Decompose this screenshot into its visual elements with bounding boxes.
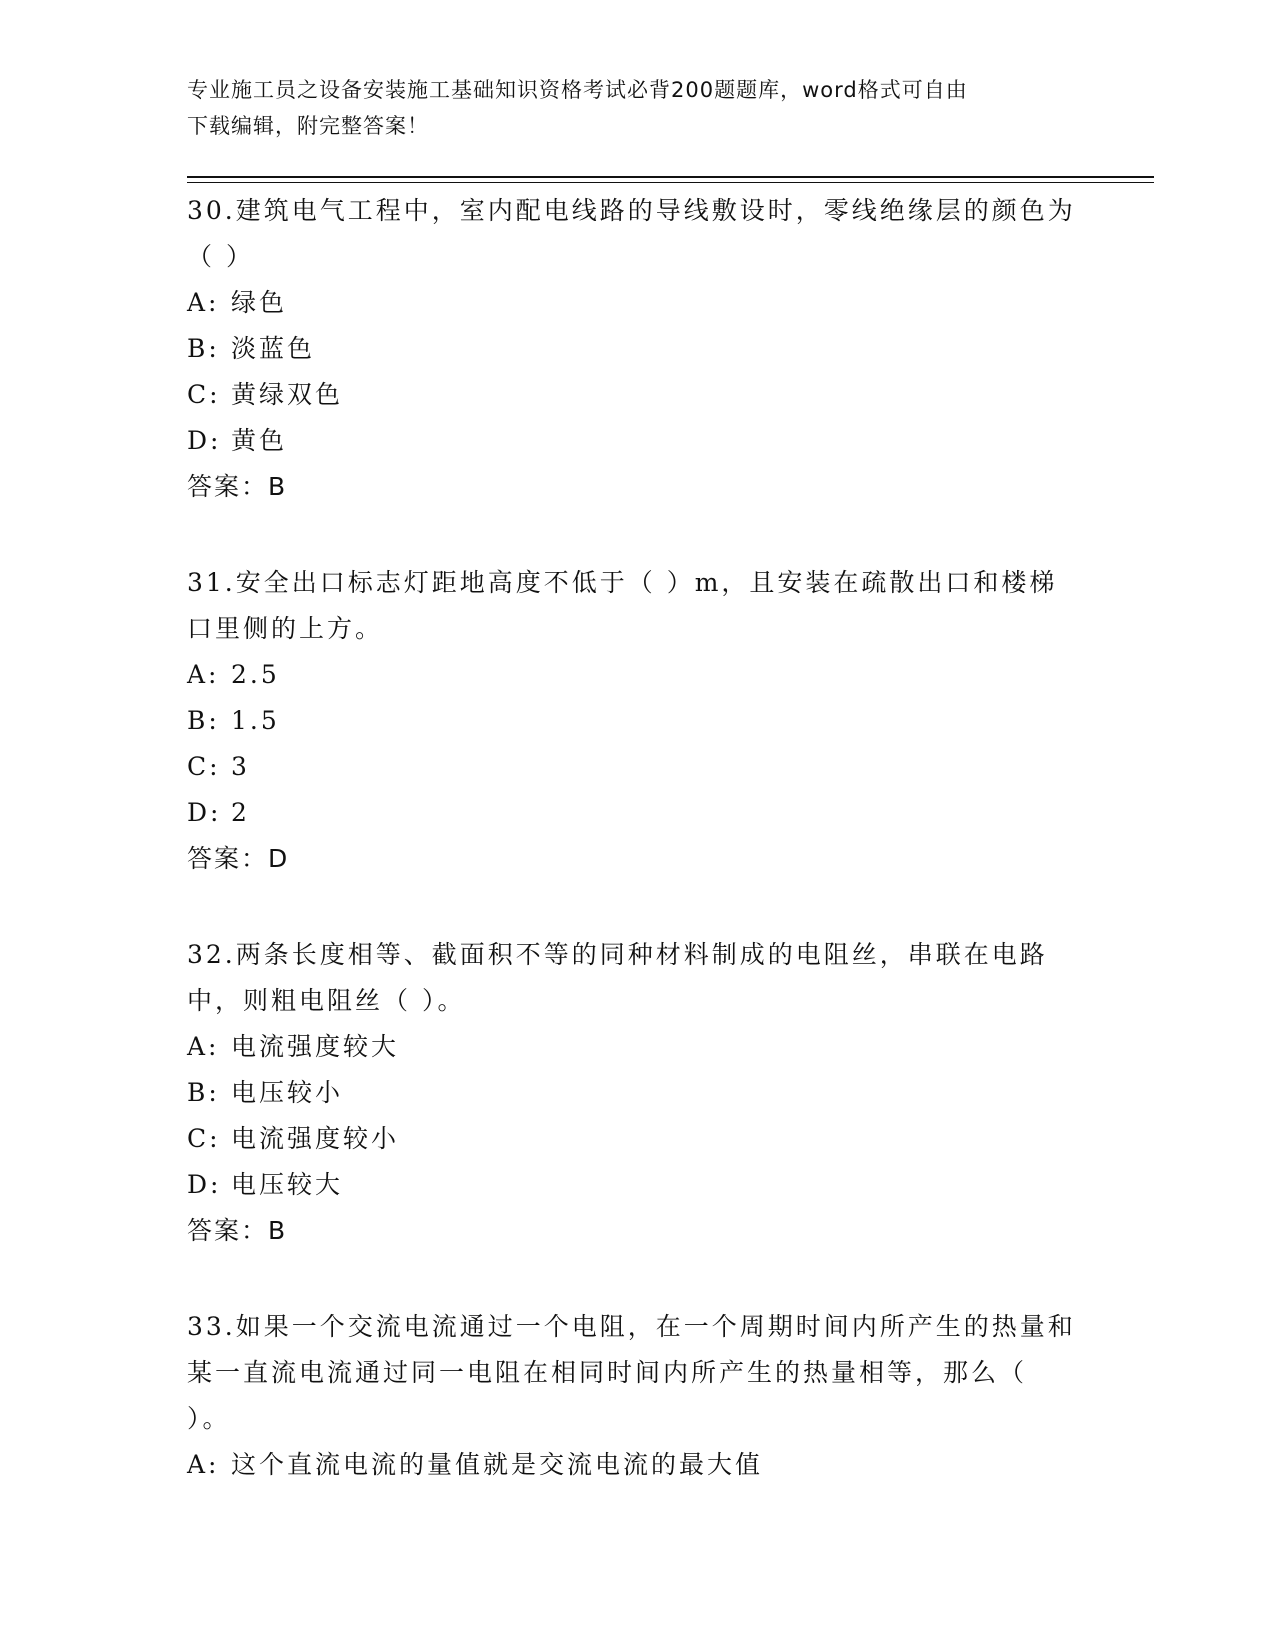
question-number: 32. <box>187 940 236 969</box>
option-c <box>187 1116 1077 1162</box>
option-text: 2.5 <box>231 660 280 689</box>
option-letter: D: <box>187 798 222 827</box>
question-33 <box>187 1304 1077 1488</box>
option-letter: B: <box>187 706 220 735</box>
option-letter: C: <box>187 752 221 781</box>
option-c <box>187 744 1077 790</box>
option-a <box>187 652 1077 698</box>
option-letter: C: <box>187 1124 221 1153</box>
option-letter: A: <box>187 288 220 317</box>
option-letter: A: <box>187 1032 220 1061</box>
option-c <box>187 372 1077 418</box>
question-list <box>187 188 1077 1538</box>
question-text: 安全出口标志灯距地高度不低于（ ）m，且安装在疏散出口和楼梯口里侧的上方。 <box>187 568 1058 643</box>
option-d <box>187 1162 1077 1208</box>
option-text: 电压较小 <box>231 1078 344 1107</box>
option-letter: D: <box>187 426 222 455</box>
question-32 <box>187 932 1077 1254</box>
question-31 <box>187 560 1077 882</box>
option-letter: A: <box>187 1450 220 1479</box>
option-b <box>187 1070 1077 1116</box>
option-letter: A: <box>187 660 220 689</box>
option-d <box>187 790 1077 836</box>
question-text: 建筑电气工程中，室内配电线路的导线敷设时，零线绝缘层的颜色为（ ） <box>187 196 1076 271</box>
question-stem <box>187 188 1077 280</box>
option-text: 1.5 <box>231 706 280 735</box>
header-line-2: 下载编辑，附完整答案！ <box>187 114 429 138</box>
option-a <box>187 1442 1077 1488</box>
question-text: 两条长度相等、截面积不等的同种材料制成的电阻丝，串联在电路中，则粗电阻丝（ ）。 <box>187 940 1048 1015</box>
answer-line: 答案：D <box>187 844 290 873</box>
option-b <box>187 326 1077 372</box>
option-letter: C: <box>187 380 221 409</box>
option-text: 淡蓝色 <box>231 334 316 363</box>
question-stem <box>187 932 1077 1024</box>
option-text: 电流强度较小 <box>231 1124 400 1153</box>
option-text: 电压较大 <box>231 1170 344 1199</box>
option-d <box>187 418 1077 464</box>
option-letter: B: <box>187 334 220 363</box>
question-30 <box>187 188 1077 510</box>
header-line-1: 专业施工员之设备安装施工基础知识资格考试必背200题题库，word格式可自由 <box>187 78 968 102</box>
option-letter: D: <box>187 1170 222 1199</box>
option-text: 这个直流电流的量值就是交流电流的最大值 <box>231 1450 764 1479</box>
question-number: 33. <box>187 1312 236 1341</box>
option-a <box>187 280 1077 326</box>
question-number: 31. <box>187 568 236 597</box>
option-text: 黄色 <box>231 426 288 455</box>
option-text: 电流强度较大 <box>231 1032 400 1061</box>
option-text: 绿色 <box>231 288 288 317</box>
option-text: 黄绿双色 <box>231 380 344 409</box>
header-divider-thick <box>187 176 1154 178</box>
question-stem <box>187 1304 1077 1442</box>
header-divider-thin <box>187 182 1154 183</box>
option-letter: B: <box>187 1078 220 1107</box>
document-header <box>187 72 1067 144</box>
option-text: 3 <box>231 752 250 781</box>
option-a <box>187 1024 1077 1070</box>
question-number: 30. <box>187 196 236 225</box>
option-b <box>187 698 1077 744</box>
answer-line: 答案：B <box>187 472 288 501</box>
question-text: 如果一个交流电流通过一个电阻，在一个周期时间内所产生的热量和某一直流电流通过同一电阻在相同时间内所产生的热量相等，那么（ ）。 <box>187 1312 1076 1433</box>
question-stem <box>187 560 1077 652</box>
option-text: 2 <box>231 798 250 827</box>
answer-line: 答案：B <box>187 1216 288 1245</box>
